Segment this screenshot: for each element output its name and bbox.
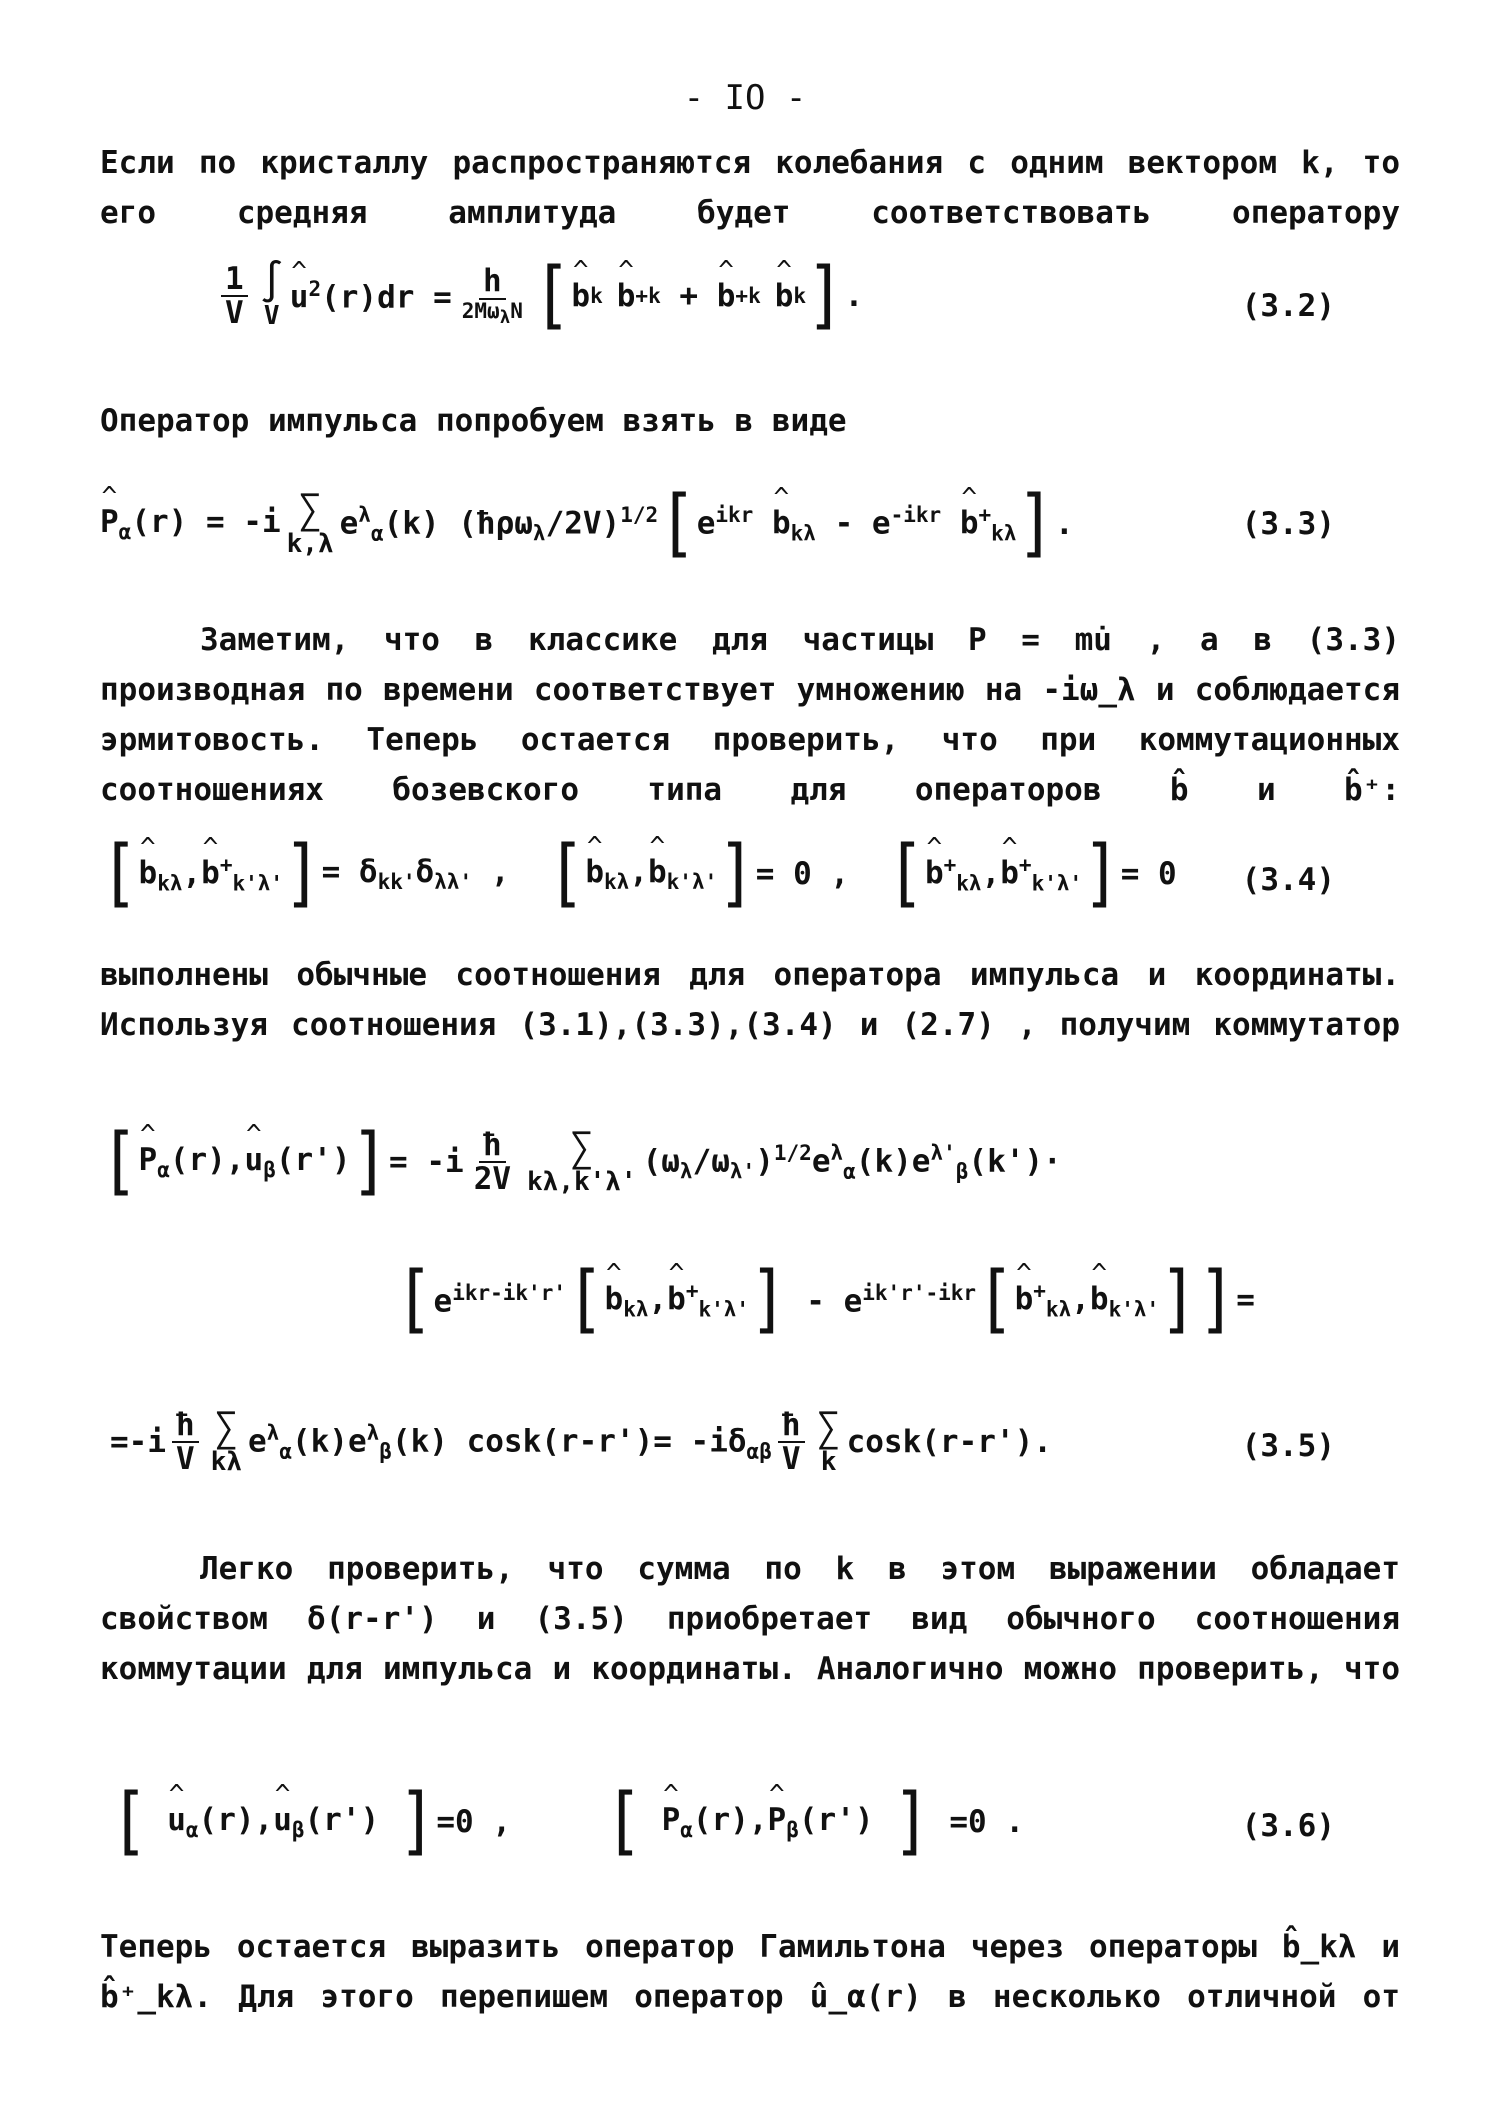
equation-3-4: [ ^ $b_{k\lambda},\^{}$ $b^+_{k'\lambda'}$ ] = $\delta_{kk'}\delta_{\lambda\lambda'}$ , [ ^ $b_{k\lambda},\^{}$ $b_{k'\lambda'}$ ] = 0 , [ ^ $b^+_{k\lambda},\^{}$ $b^+_{k'\lambda'}$ ] = 0 — [100, 842, 1177, 906]
paragraph-5: Легко проверить, что сумма по k в этом выражении обладает свойством δ(r-r') и (3.5) приобретает вид обычного соотношения коммутации для импульса и координаты. Аналогично можно проверить, что — [100, 1551, 1400, 1687]
equation-3-3: ^ $P_\alpha(r) = -i$ ∑ k,λ $e^\lambda_\alpha(k)$ (ħρω$_\lambda$/2V)$^{1/2}$ [ $e^{ikr}$ ^ $b_{k\lambda} - e^{-ikr}$ ^ $b^+_{k\lambda}$ ] . — [100, 490, 1074, 559]
equation-3-5-line-1: [ ^ $P_\alpha(r),\^{}$ $u_\beta(r')$ ] = -i $\frac{ħ}{2V}$ ∑ kλ,k'λ' $(\omega_\lambda/\omega_{\lambda'})^{1/2}e^\lambda_\alpha(k)e^{\lambda'}_\beta(k')\cdot$ — [100, 1128, 1062, 1197]
equation-3-5-line-3: =-i $\frac{ħ}{V}$ ∑ kλ $e^\lambda_\alpha(k)e^\lambda_\beta(k)$ $\cos k(r-r')= -i\delta_{\alpha\beta}$ $\frac{ħ}{V}$ ∑ k cosk(r-r'). — [110, 1405, 1052, 1478]
paragraph-1: Если по кристаллу распространяются колебания с одним вектором k, то его средняя амплитуда будет соответствовать оператору — [100, 145, 1400, 231]
equation-number-3-5: (3.5) — [1241, 1428, 1335, 1464]
page-number: - IO - — [683, 78, 807, 118]
equation-3-6: [ ^ $u_\alpha(r),\^{}$ $u_\beta(r')$ ] =0 , [ ^ $P_\alpha(r),\^{}$ $P_\beta(r')$ ] =0 . — [110, 1790, 1024, 1854]
paragraph-4: выполнены обычные соотношения для оператора импульса и координаты. Используя соотношения (3.1),(3.3),(3.4) и (2.7) , получим коммутатор — [100, 957, 1400, 1043]
equation-number-3-4: (3.4) — [1241, 862, 1335, 898]
equation-number-3-3: (3.3) — [1241, 506, 1335, 542]
paragraph-3: Заметим, что в классике для частицы P = mu̇ , а в (3.3) производная по времени соответствует умножению на -iω_λ и соблюдается эрмитовость. Теперь остается проверить, что при коммутационных соотношениях бозевского типа для операторов b̂ и b̂⁺: — [100, 622, 1400, 808]
equation-3-5-line-2: [ $e^{ikr-ik'r'}$ [ ^ $b_{k\lambda},\^{}$ $b^+_{k'\lambda'}$ ] - $e^{ik'r'-ikr}$ [ ^ $b^+_{k\lambda},\^{}$ $b_{k'\lambda'}$ ]] = — [395, 1268, 1255, 1332]
paragraph-6: Теперь остается выразить оператор Гамильтона через операторы b̂_kλ и b̂⁺_kλ. Для этого перепишем оператор û_α(r) в несколько отличной от — [100, 1929, 1400, 2015]
equation-3-2: $\frac{1}{V}$ ∫ V ^ $u^2(r)dr$ = $\frac{h}{2M\omega_\lambda N}$ [ ^ b k ^ b + k + ^ b + k ^ b k ] . — [215, 262, 863, 331]
paragraph-2: Оператор импульса попробуем взять в виде — [100, 403, 847, 439]
equation-number-3-2: (3.2) — [1241, 288, 1335, 324]
equation-number-3-6: (3.6) — [1241, 1808, 1335, 1844]
